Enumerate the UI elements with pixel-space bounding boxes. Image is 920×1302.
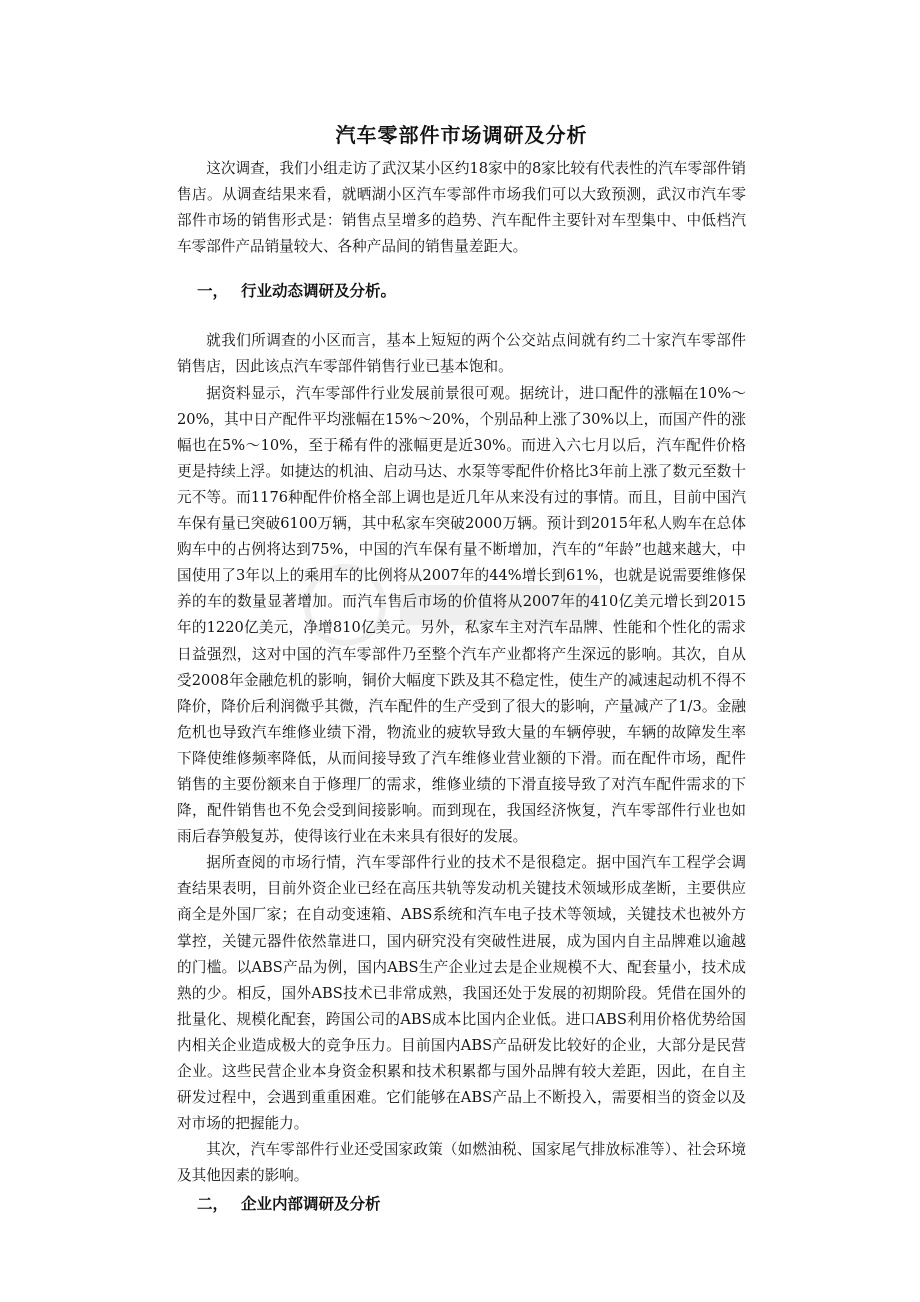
section-title-1: 行业动态调研及分析。 — [241, 282, 397, 301]
section-number-1: 一， — [197, 282, 229, 301]
body-paragraph-3: 据所查阅的市场行情，汽车零部件行业的技术不是很稳定。据中国汽车工程学会调查结果表明，目前外资企业已经在高压共轨等发动机关键技术领域形成垄断，主要供应商全是外国厂家；在自动变速箱、ABS系统和汽车电子技术等领域，关键技术也被外方掌控，关键元器件依然靠进口，国内研究没有突破性进展，成为国内自主品牌难以逾越的门槛。以ABS产品为例，国内ABS生产企业过去是企业规模不大、配套量小，技术成熟的少。相反，国外ABS技术已非常成熟，我国还处于发展的初期阶段。凭借在国外的批量化、规模化配套，跨国公司的ABS成本比国内企业低。进口ABS利用价格优势给国内相关企业造成极大的竞争压力。目前国内ABS产品研发比较好的企业，大部分是民营企业。这些民营企业本身资金积累和技术积累都与国外品牌有较大差距，因此，在自主研发过程中，会遇到重重困难。它们能够在ABS产品上不断投入，需要相当的资金以及对市场的把握能力。 — [177, 854, 746, 1133]
body-paragraph-2: 据资料显示，汽车零部件行业发展前景很可观。据统计，进口配件的涨幅在10%～20%，其中日产配件平均涨幅在15%～20%，个别品种上涨了30%以上，而国产件的涨幅也在5%～10%，至于稀有件的涨幅更是近30%。而进入六七月以后，汽车配件价格更是持续上浮。如捷达的机油、启动马达、水泵等零配件价格比3年前上涨了数元至数十元不等。而1176种配件价格全部上调也是近几年从来没有过的事情。而且，目前中国汽车保有量已突破6100万辆，其中私家车突破2000万辆。预计到2015年私人购车在总体购车中的占例将达到75%，中国的汽车保有量不断增加，汽车的“年龄”也越来越大，中国使用了3年以上的乘用车的比例将从2007年的44%增长到61%，也就是说需要维修保养的车的数量显著增加。而汽车售后市场的价值将从2007年的410亿美元增长到2015年的1220亿美元，净增810亿美元。另外，私家车主对汽车品牌、性能和个性化的需求日益强烈，这对中国的汽车零部件乃至整个汽车产业都将产生深远的影响。其次，自从受2008年金融危机的影响，铜价大幅度下跌及其不稳定性，使生产的减速起动机不得不降价，降价后利润微乎其微，汽车配件的生产受到了很大的影响，产量减产了1/3。金融危机也导致汽车维修业绩下滑，物流业的疲软导致大量的车辆停驶，车辆的故障发生率下降使维修频率降低，从而间接导致了汽车维修业营业额的下滑。而在配件市场，配件销售的主要份额来自于修理厂的需求，维修业绩的下滑直接导致了对汽车配件需求的下降，配件销售也不免会受到间接影响。而到现在，我国经济恢复，汽车零部件行业也如雨后春笋般复苏，使得该行业在未来具有很好的发展。 — [177, 384, 746, 846]
section-number-2: 二， — [197, 1195, 229, 1214]
body-paragraph-1: 就我们所调查的小区而言，基本上短短的两个公交站点间就有约二十家汽车零部件销售店，因此该点汽车零部件销售行业已基本饱和。 — [177, 332, 746, 376]
section-heading-1 — [197, 278, 746, 304]
section-title-2: 企业内部调研及分析 — [241, 1195, 381, 1214]
document-title: 汽车零部件市场调研及分析 — [335, 123, 588, 147]
body-paragraph-4: 其次，汽车零部件行业还受国家政策（如燃油税、国家尾气排放标准等）、社会环境及其他因素的影响。 — [177, 1141, 746, 1185]
document-body — [177, 118, 746, 1217]
section-heading-2 — [197, 1191, 746, 1217]
intro-paragraph: 这次调查，我们小组走访了武汉某小区约18家中的8家比较有代表性的汽车零部件销售店。从调查结果来看，就晒湖小区汽车零部件市场我们可以大致预测，武汉市汽车零部件市场的销售形式是：销售点呈增多的趋势、汽车配件主要针对车型集中、中低档汽车零部件产品销量较大、各种产品间的销售量差距大。 — [177, 160, 746, 256]
